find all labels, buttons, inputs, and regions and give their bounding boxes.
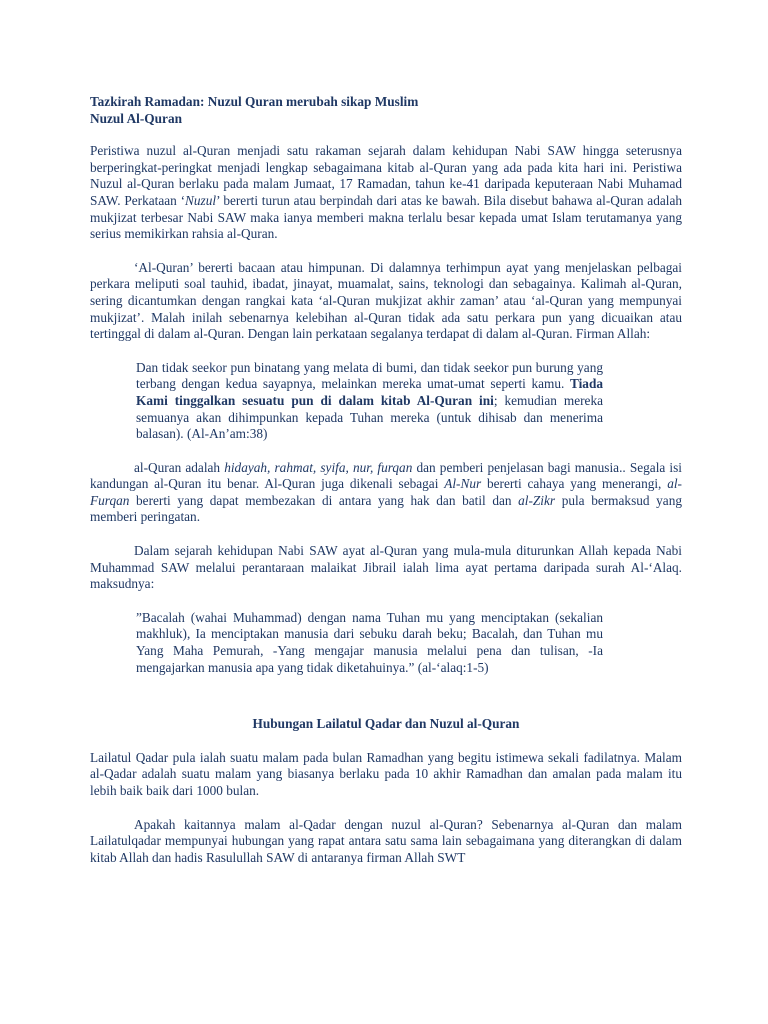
paragraph-3-text-c: dan pemberi penjelasan bagi manusia.. Segala isi kandungan al-Quran itu benar. Al-Quran juga dikenali sebagai — [90, 459, 682, 492]
paragraph-3-italic-al-nur: Al-Nur — [444, 476, 482, 492]
paragraph-1 — [90, 143, 682, 243]
paragraph-1-text-a: Peristiwa nuzul al-Quran menjadi satu rakaman sejarah dalam kehidupan Nabi SAW hingga seterusnya berperingkat-peringkat menjadi lengkap sebagaimana kitab al-Quran yang ada pada kita hari ini. Peristiwa Nuzul al-Quran berlaku pada malam Jumaat, 17 Ramadan, tahun ke-41 daripada keputeraan Nabi Muhamad SAW. Perkataan ‘ — [90, 143, 682, 208]
section-heading: Hubungan Lailatul Qadar dan Nuzul al-Quran — [252, 716, 520, 732]
quote-1-bold: Tiada Kami tinggalkan sesuatu pun di dalam kitab Al-Quran ini — [136, 376, 603, 408]
paragraph-1-text-c: ’ bererti turun atau berpindah dari atas ke bawah. Bila disebut bahawa al-Quran adalah mukjizat terbesar Nabi SAW maka ianya memberi makna terlalu besar kepada umat Islam terutamanya yang serius memikirkan rahsia al-Quran. — [90, 192, 682, 242]
quote-1-text-a: Dan tidak seekor pun binatang yang melata di bumi, dan tidak seekor pun burung yang terbang dengan kedua sayapnya, melainkan mereka umat-umat seperti kamu. — [136, 359, 603, 392]
paragraph-3-italic-al-furqan: al-Furqan — [90, 476, 682, 508]
document-title: Tazkirah Ramadan: Nuzul Quran merubah sikap Muslim — [90, 94, 419, 109]
paragraph-1-italic-nuzul: Nuzul — [185, 192, 217, 208]
paragraph-3 — [90, 460, 682, 526]
paragraph-5: Lailatul Qadar pula ialah suatu malam pada bulan Ramadhan yang begitu istimewa sekali fadilatnya. Malam al-Qadar adalah suatu malam yang biasanya berlaku pada 10 akhir Ramadhan dan amalan pada malam itu lebih baik baik dari 1000 bulan. — [90, 749, 682, 798]
quote-1-text-c: ; kemudian mereka semuanya akan dihimpunkan kepada Tuhan mereka (untuk dihisab dan menerima balasan). (Al-An’am:38) — [136, 392, 603, 442]
paragraph-4: Dalam sejarah kehidupan Nabi SAW ayat al-Quran yang mula-mula diturunkan Allah kepada Nabi Muhammad SAW melalui perantaraan malaikat Jibrail ialah lima ayat pertama daripada surah Al-‘Alaq. maksudnya: — [90, 543, 682, 592]
paragraph-3-italic-al-zikr: al-Zikr — [518, 492, 556, 508]
document-body — [90, 94, 682, 866]
paragraph-3-text-g: bererti yang dapat membezakan di antara yang hak dan batil dan — [129, 492, 519, 508]
paragraph-6: Apakah kaitannya malam al-Qadar dengan nuzul al-Quran? Sebenarnya al-Quran dan malam Lailatulqadar mempunyai hubungan yang rapat antara satu sama lain sebagaimana yang diterangkan di dalam kitab Allah dan hadis Rasulullah SAW di antaranya firman Allah SWT — [90, 816, 682, 865]
paragraph-3-italic-names: hidayah, rahmat, syifa, nur, furqan — [224, 459, 413, 475]
quote-al-alaq: ”Bacalah (wahai Muhammad) dengan nama Tuhan mu yang menciptakan (sekalian makhluk), Ia menciptakan manusia dari sebuku darah beku; Bacalah, dan Tuhan mu Yang Maha Pemurah, -Yang mengajar manusia melalui pena dan tulisan, -Ia mengajarkan manusia apa yang tidak diketahuinya.” (al-‘alaq:1-5) — [136, 609, 603, 675]
paragraph-3-text-a: al-Quran adalah — [134, 459, 225, 475]
paragraph-2: ‘Al-Quran’ bererti bacaan atau himpunan. Di dalamnya terhimpun ayat yang menjelaskan pelbagai perkara meliputi soal tauhid, ibadat, jinayat, muamalat, sains, teknologi dan sebagainya. Kalimah al-Quran, sering dicantumkan dengan rangkai kata ‘al-Quran mukjizat akhir zaman’ atau ‘al-Quran yang mempunyai mukjizat’. Malah inilah sebenarnya kelebihan al-Quran tidak ada satu perkara pun yang dicuaikan atau tertinggal di dalam al-Quran. Dengan lain perkataan segalanya terdapat di dalam al-Quran. Firman Allah: — [90, 259, 682, 342]
quote-al-anam — [136, 360, 603, 443]
document-subtitle: Nuzul Al-Quran — [90, 110, 182, 126]
paragraph-3-text-i: pula bermaksud yang memberi peringatan. — [90, 492, 682, 525]
paragraph-3-text-e: bererti cahaya yang menerangi, — [481, 476, 668, 492]
